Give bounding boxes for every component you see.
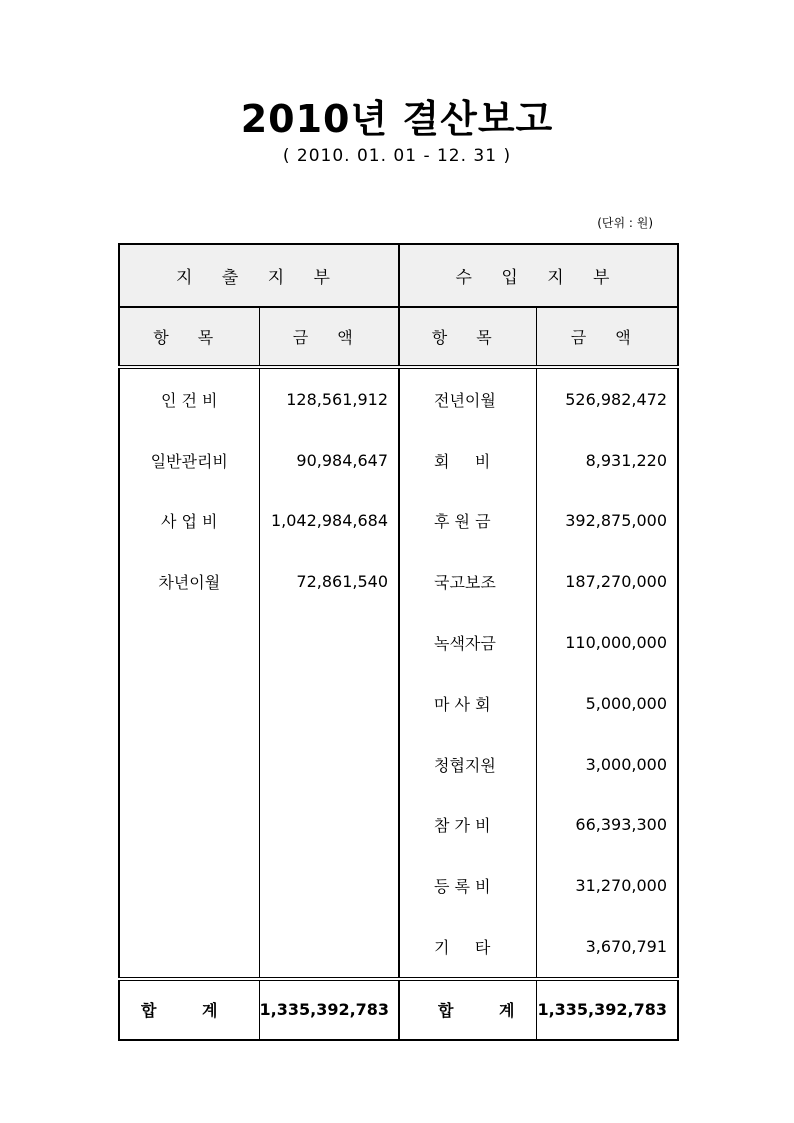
section-header-row: [119, 244, 678, 307]
table-row: [119, 430, 678, 491]
income-item: 회 비: [399, 430, 536, 491]
income-item: 마 사 회: [399, 673, 536, 734]
report-title: 2010년 결산보고: [240, 97, 554, 141]
column-header-row: [119, 307, 678, 367]
expense-total-amount: 1,335,392,783: [259, 979, 399, 1040]
income-section-header: 수 입 지 부: [399, 244, 678, 307]
income-amount: 392,875,000: [536, 491, 678, 552]
table-row: [119, 734, 678, 795]
expense-amount: 128,561,912: [259, 367, 399, 430]
expense-amount: [259, 855, 399, 916]
expense-amount-header: 금 액: [259, 307, 399, 367]
income-total-amount: 1,335,392,783: [536, 979, 678, 1040]
income-amount: 3,670,791: [536, 916, 678, 979]
table-row: [119, 855, 678, 916]
income-item-header: 항 목: [399, 307, 536, 367]
total-row: [119, 979, 678, 1040]
expense-amount: [259, 673, 399, 734]
expense-item: [119, 795, 259, 856]
table-body: [119, 367, 678, 979]
expense-amount: 90,984,647: [259, 430, 399, 491]
expense-item-header: 항 목: [119, 307, 259, 367]
table-row: [119, 916, 678, 979]
report-period: ( 2010. 01. 01 - 12. 31 ): [282, 146, 512, 166]
income-item: 청협지원: [399, 734, 536, 795]
income-amount: 8,931,220: [536, 430, 678, 491]
expense-amount: 72,861,540: [259, 551, 399, 612]
expense-amount: [259, 916, 399, 979]
income-total-label: 합 계: [399, 979, 536, 1040]
table-row: [119, 551, 678, 612]
income-item: 국고보조: [399, 551, 536, 612]
income-amount: 187,270,000: [536, 551, 678, 612]
income-amount: 526,982,472: [536, 367, 678, 430]
table-row: [119, 673, 678, 734]
expense-item: [119, 916, 259, 979]
income-item: 전년이월: [399, 367, 536, 430]
expense-item: [119, 612, 259, 673]
table-row: [119, 612, 678, 673]
unit-note: (단위 : 원): [597, 216, 653, 230]
income-amount: 3,000,000: [536, 734, 678, 795]
table-row: [119, 795, 678, 856]
settlement-table: [118, 243, 679, 1041]
income-item: 후 원 금: [399, 491, 536, 552]
expense-total-label: 합 계: [119, 979, 259, 1040]
expense-amount: [259, 795, 399, 856]
income-amount: 66,393,300: [536, 795, 678, 856]
expense-section-header: 지 출 지 부: [119, 244, 399, 307]
income-amount: 110,000,000: [536, 612, 678, 673]
income-amount-header: 금 액: [536, 307, 678, 367]
expense-item: [119, 673, 259, 734]
expense-item: 일반관리비: [119, 430, 259, 491]
income-amount: 31,270,000: [536, 855, 678, 916]
expense-amount: [259, 734, 399, 795]
income-item: 참 가 비: [399, 795, 536, 856]
expense-amount: [259, 612, 399, 673]
expense-amount: 1,042,984,684: [259, 491, 399, 552]
income-item: 기 타: [399, 916, 536, 979]
income-amount: 5,000,000: [536, 673, 678, 734]
income-item: 녹색자금: [399, 612, 536, 673]
expense-item: 차년이월: [119, 551, 259, 612]
expense-item: 인 건 비: [119, 367, 259, 430]
table-row: [119, 491, 678, 552]
expense-item: [119, 855, 259, 916]
expense-item: 사 업 비: [119, 491, 259, 552]
income-item: 등 록 비: [399, 855, 536, 916]
expense-item: [119, 734, 259, 795]
table-row: [119, 367, 678, 430]
